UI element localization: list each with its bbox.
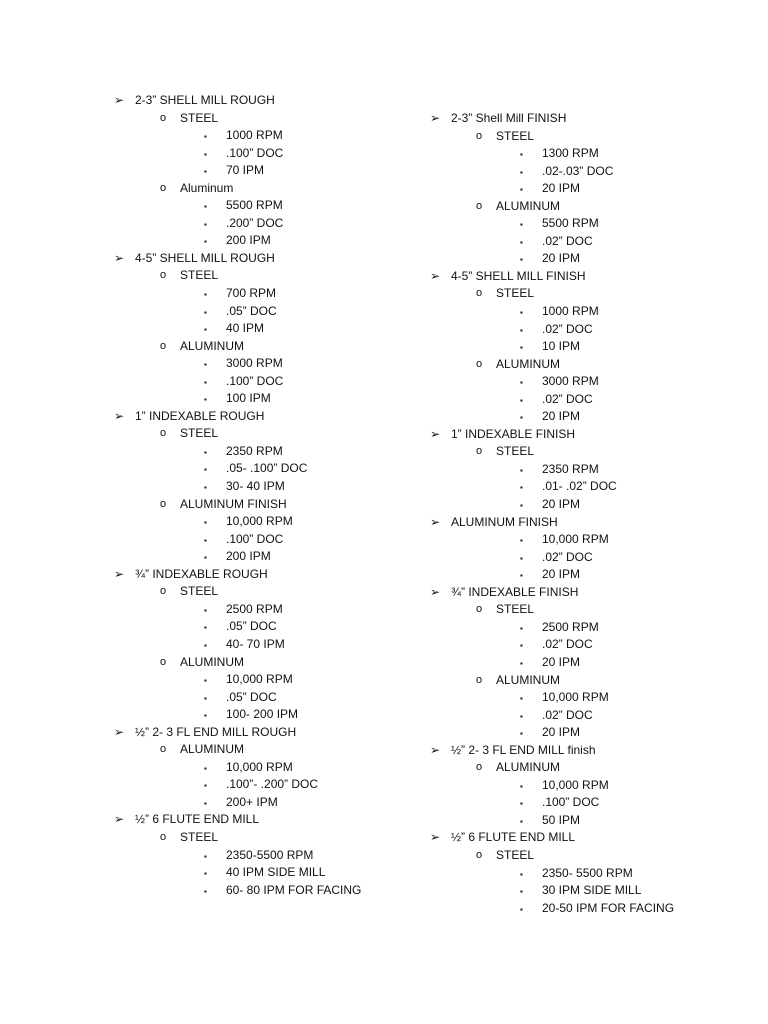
list-item-text: 20 IPM (542, 497, 581, 512)
list-item-text: 30- 40 IPM (226, 479, 285, 494)
list-item-text: ½” 6 FLUTE END MILL (451, 830, 576, 845)
circle-bullet-icon: o (160, 743, 167, 756)
square-bullet-icon: ▪ (520, 711, 523, 721)
list-item-text: ALUMINUM (496, 672, 561, 687)
square-bullet-icon: ▪ (520, 816, 523, 826)
list-item-text: 30 IPM SIDE MILL (542, 883, 642, 898)
square-bullet-icon: ▪ (520, 799, 523, 809)
square-bullet-icon: ▪ (520, 343, 523, 353)
square-bullet-icon: ▪ (520, 694, 523, 704)
list-item-text: 40 IPM SIDE MILL (226, 865, 326, 880)
list-item-text: 20 IPM (542, 654, 581, 669)
list-item-text: 200 IPM (226, 233, 271, 248)
circle-bullet-icon: o (160, 497, 167, 510)
list-item-text: 20 IPM (542, 181, 581, 196)
square-bullet-icon: ▪ (204, 711, 207, 721)
list-item-text: .100” DOC (226, 531, 284, 546)
list-item-text: ALUMINUM (180, 338, 245, 353)
list-item-text: 5500 RPM (542, 216, 599, 231)
list-item-text: .01- .02” DOC (542, 479, 617, 494)
arrow-bullet-icon: ➢ (430, 584, 441, 599)
square-bullet-icon: ▪ (520, 904, 523, 914)
list-item-text: STEEL (496, 602, 535, 617)
list-item-text: STEEL (496, 128, 535, 143)
square-bullet-icon: ▪ (520, 623, 523, 633)
list-item-text: 10,000 RPM (542, 690, 609, 705)
list-item-text: 10 IPM (542, 339, 581, 354)
list-item-text: 2350-5500 RPM (226, 847, 314, 862)
square-bullet-icon: ▪ (204, 798, 207, 808)
list-item-text: 70 IPM (226, 163, 265, 178)
list-item-text: ALUMINUM FINISH (451, 514, 558, 529)
list-item-text: .100” DOC (542, 795, 600, 810)
arrow-bullet-icon: ➢ (430, 111, 441, 125)
square-bullet-icon: ▪ (204, 623, 207, 633)
circle-bullet-icon: o (476, 129, 483, 142)
list-item-text: ¾” INDEXABLE ROUGH (135, 566, 268, 581)
circle-bullet-icon: o (160, 427, 167, 440)
square-bullet-icon: ▪ (520, 413, 523, 423)
square-bullet-icon: ▪ (204, 325, 207, 335)
arrow-bullet-icon: ➢ (430, 268, 441, 283)
list-item-text: 10,000 RPM (226, 759, 293, 774)
square-bullet-icon: ▪ (520, 167, 523, 177)
list-item-text: .05” DOC (226, 619, 277, 634)
list-item-text: .02” DOC (542, 707, 593, 722)
list-item-text: 10,000 RPM (542, 532, 609, 547)
square-bullet-icon: ▪ (204, 553, 207, 563)
list-item-text: Aluminum (180, 180, 234, 195)
arrow-bullet-icon: ➢ (114, 566, 125, 581)
circle-bullet-icon: o (476, 673, 483, 686)
square-bullet-icon: ▪ (204, 781, 207, 791)
list-item-text: 40- 70 IPM (226, 636, 285, 651)
arrow-bullet-icon: ➢ (114, 408, 125, 423)
square-bullet-icon: ▪ (520, 887, 523, 897)
circle-bullet-icon: o (476, 199, 483, 212)
list-item-text: ½” 6 FLUTE END MILL (135, 812, 260, 827)
square-bullet-icon: ▪ (520, 869, 523, 879)
square-bullet-icon: ▪ (520, 729, 523, 739)
list-item-text: STEEL (496, 286, 535, 301)
list-item-text: .02-.03” DOC (542, 163, 614, 178)
list-item-text: 20 IPM (542, 725, 581, 740)
circle-bullet-icon: o (160, 585, 167, 598)
circle-bullet-icon: o (476, 603, 483, 616)
list-item-text: STEEL (180, 110, 219, 125)
list-item-text: STEEL (180, 829, 219, 844)
list-item-text: 200 IPM (226, 549, 271, 564)
list-item-text: .05- .100” DOC (226, 461, 308, 476)
list-item-text: ALUMINUM (496, 356, 561, 371)
square-bullet-icon: ▪ (520, 781, 523, 791)
list-item-text: .100” DOC (226, 145, 284, 160)
list-item-text: ALUMINUM (180, 654, 245, 669)
arrow-bullet-icon: ➢ (114, 93, 125, 107)
square-bullet-icon: ▪ (520, 501, 523, 511)
square-bullet-icon: ▪ (204, 307, 207, 317)
list-item-text: ¾” INDEXABLE FINISH (451, 584, 579, 599)
square-bullet-icon: ▪ (204, 483, 207, 493)
square-bullet-icon: ▪ (204, 360, 207, 370)
arrow-bullet-icon: ➢ (430, 426, 441, 441)
list-item-text: 2-3” SHELL MILL ROUGH (135, 93, 275, 107)
square-bullet-icon: ▪ (204, 202, 207, 212)
list-item-text: ALUMINUM (496, 760, 561, 775)
square-bullet-icon: ▪ (520, 465, 523, 475)
square-bullet-icon: ▪ (204, 869, 207, 879)
square-bullet-icon: ▪ (520, 553, 523, 563)
square-bullet-icon: ▪ (204, 395, 207, 405)
list-item-text: 20 IPM (542, 567, 581, 582)
list-item-text: 2350 RPM (542, 461, 599, 476)
list-item-text: STEEL (496, 444, 535, 459)
list-item-text: .02” DOC (542, 321, 593, 336)
square-bullet-icon: ▪ (520, 483, 523, 493)
square-bullet-icon: ▪ (520, 378, 523, 388)
square-bullet-icon: ▪ (204, 149, 207, 159)
square-bullet-icon: ▪ (204, 640, 207, 650)
square-bullet-icon: ▪ (204, 886, 207, 896)
list-item-text: ALUMINUM (180, 742, 245, 757)
list-item-text: ½” 2- 3 FL END MILL finish (451, 742, 596, 757)
list-item-text: .200” DOC (226, 215, 284, 230)
list-item-text: STEEL (180, 426, 219, 441)
square-bullet-icon: ▪ (204, 605, 207, 615)
square-bullet-icon: ▪ (204, 132, 207, 142)
circle-bullet-icon: o (160, 339, 167, 352)
square-bullet-icon: ▪ (520, 395, 523, 405)
list-item-text: ALUMINUM FINISH (180, 496, 287, 511)
list-item-text: 20 IPM (542, 409, 581, 424)
square-bullet-icon: ▪ (520, 658, 523, 668)
list-item-text: .05” DOC (226, 303, 277, 318)
list-item-text: STEEL (496, 847, 535, 862)
square-bullet-icon: ▪ (520, 150, 523, 160)
list-item-text: 100 IPM (226, 391, 271, 406)
list-item-text: ½” 2- 3 FL END MILL ROUGH (135, 724, 297, 739)
list-item-text: STEEL (180, 584, 219, 599)
circle-bullet-icon: o (476, 287, 483, 300)
square-bullet-icon: ▪ (520, 536, 523, 546)
list-item-text: 40 IPM (226, 321, 265, 336)
list-item-text: 20 IPM (542, 251, 581, 266)
list-item-text: .02” DOC (542, 233, 593, 248)
circle-bullet-icon: o (476, 848, 483, 861)
list-item-text: 2500 RPM (226, 601, 283, 616)
circle-bullet-icon: o (476, 445, 483, 458)
arrow-bullet-icon: ➢ (430, 742, 441, 757)
list-item-text: 4-5” SHELL MILL FINISH (451, 268, 586, 283)
list-item-text: 2350- 5500 RPM (542, 865, 633, 880)
circle-bullet-icon: o (476, 357, 483, 370)
square-bullet-icon: ▪ (520, 571, 523, 581)
square-bullet-icon: ▪ (204, 167, 207, 177)
list-item-text: 1” INDEXABLE FINISH (451, 426, 576, 441)
square-bullet-icon: ▪ (204, 219, 207, 229)
list-item-text: 10,000 RPM (542, 777, 609, 792)
square-bullet-icon: ▪ (520, 220, 523, 230)
circle-bullet-icon: o (160, 830, 167, 843)
list-item-text: 50 IPM (542, 812, 581, 827)
list-item-text: .02” DOC (542, 637, 593, 652)
list-item-text: 100- 200 IPM (226, 707, 299, 722)
list-item-text: 1000 RPM (542, 304, 599, 319)
list-item-text: 2-3” Shell Mill FINISH (451, 111, 567, 125)
square-bullet-icon: ▪ (204, 447, 207, 457)
square-bullet-icon: ▪ (204, 290, 207, 300)
square-bullet-icon: ▪ (204, 676, 207, 686)
arrow-bullet-icon: ➢ (114, 724, 125, 739)
circle-bullet-icon: o (160, 181, 167, 194)
list-item-text: 5500 RPM (226, 198, 283, 213)
list-item-text: 4-5” SHELL MILL ROUGH (135, 250, 275, 265)
list-item-text: ALUMINUM (496, 198, 561, 213)
list-item-text: 2350 RPM (226, 443, 283, 458)
list-item-text: 60- 80 IPM FOR FACING (226, 882, 362, 897)
list-item-text: 700 RPM (226, 286, 277, 301)
list-item-text: 200+ IPM (226, 794, 278, 809)
arrow-bullet-icon: ➢ (114, 250, 125, 265)
list-item-text: .02” DOC (542, 549, 593, 564)
list-item-text: .02” DOC (542, 391, 593, 406)
square-bullet-icon: ▪ (520, 185, 523, 195)
square-bullet-icon: ▪ (204, 237, 207, 247)
list-item-text: 1300 RPM (542, 146, 599, 161)
list-item-text: 10,000 RPM (226, 514, 293, 529)
list-item-text: .100”- .200” DOC (226, 777, 319, 792)
list-item-text: 3000 RPM (542, 374, 599, 389)
square-bullet-icon: ▪ (204, 465, 207, 475)
square-bullet-icon: ▪ (520, 237, 523, 247)
list-item-text: 10,000 RPM (226, 672, 293, 687)
square-bullet-icon: ▪ (520, 308, 523, 318)
list-item-text: .05” DOC (226, 689, 277, 704)
circle-bullet-icon: o (160, 111, 167, 124)
square-bullet-icon: ▪ (204, 518, 207, 528)
square-bullet-icon: ▪ (520, 325, 523, 335)
square-bullet-icon: ▪ (204, 693, 207, 703)
arrow-bullet-icon: ➢ (430, 830, 441, 845)
list-item-text: 20-50 IPM FOR FACING (542, 900, 675, 915)
list-item-text: 1” INDEXABLE ROUGH (135, 408, 265, 423)
list-item-text: STEEL (180, 268, 219, 283)
square-bullet-icon: ▪ (204, 535, 207, 545)
circle-bullet-icon: o (160, 269, 167, 282)
square-bullet-icon: ▪ (204, 763, 207, 773)
square-bullet-icon: ▪ (520, 255, 523, 265)
circle-bullet-icon: o (160, 655, 167, 668)
arrow-bullet-icon: ➢ (430, 514, 441, 529)
list-item-text: 1000 RPM (226, 128, 283, 143)
square-bullet-icon: ▪ (204, 377, 207, 387)
circle-bullet-icon: o (476, 761, 483, 774)
square-bullet-icon: ▪ (520, 641, 523, 651)
arrow-bullet-icon: ➢ (114, 812, 125, 827)
list-item-text: .100” DOC (226, 373, 284, 388)
list-item-text: 3000 RPM (226, 356, 283, 371)
square-bullet-icon: ▪ (204, 851, 207, 861)
list-item-text: 2500 RPM (542, 619, 599, 634)
